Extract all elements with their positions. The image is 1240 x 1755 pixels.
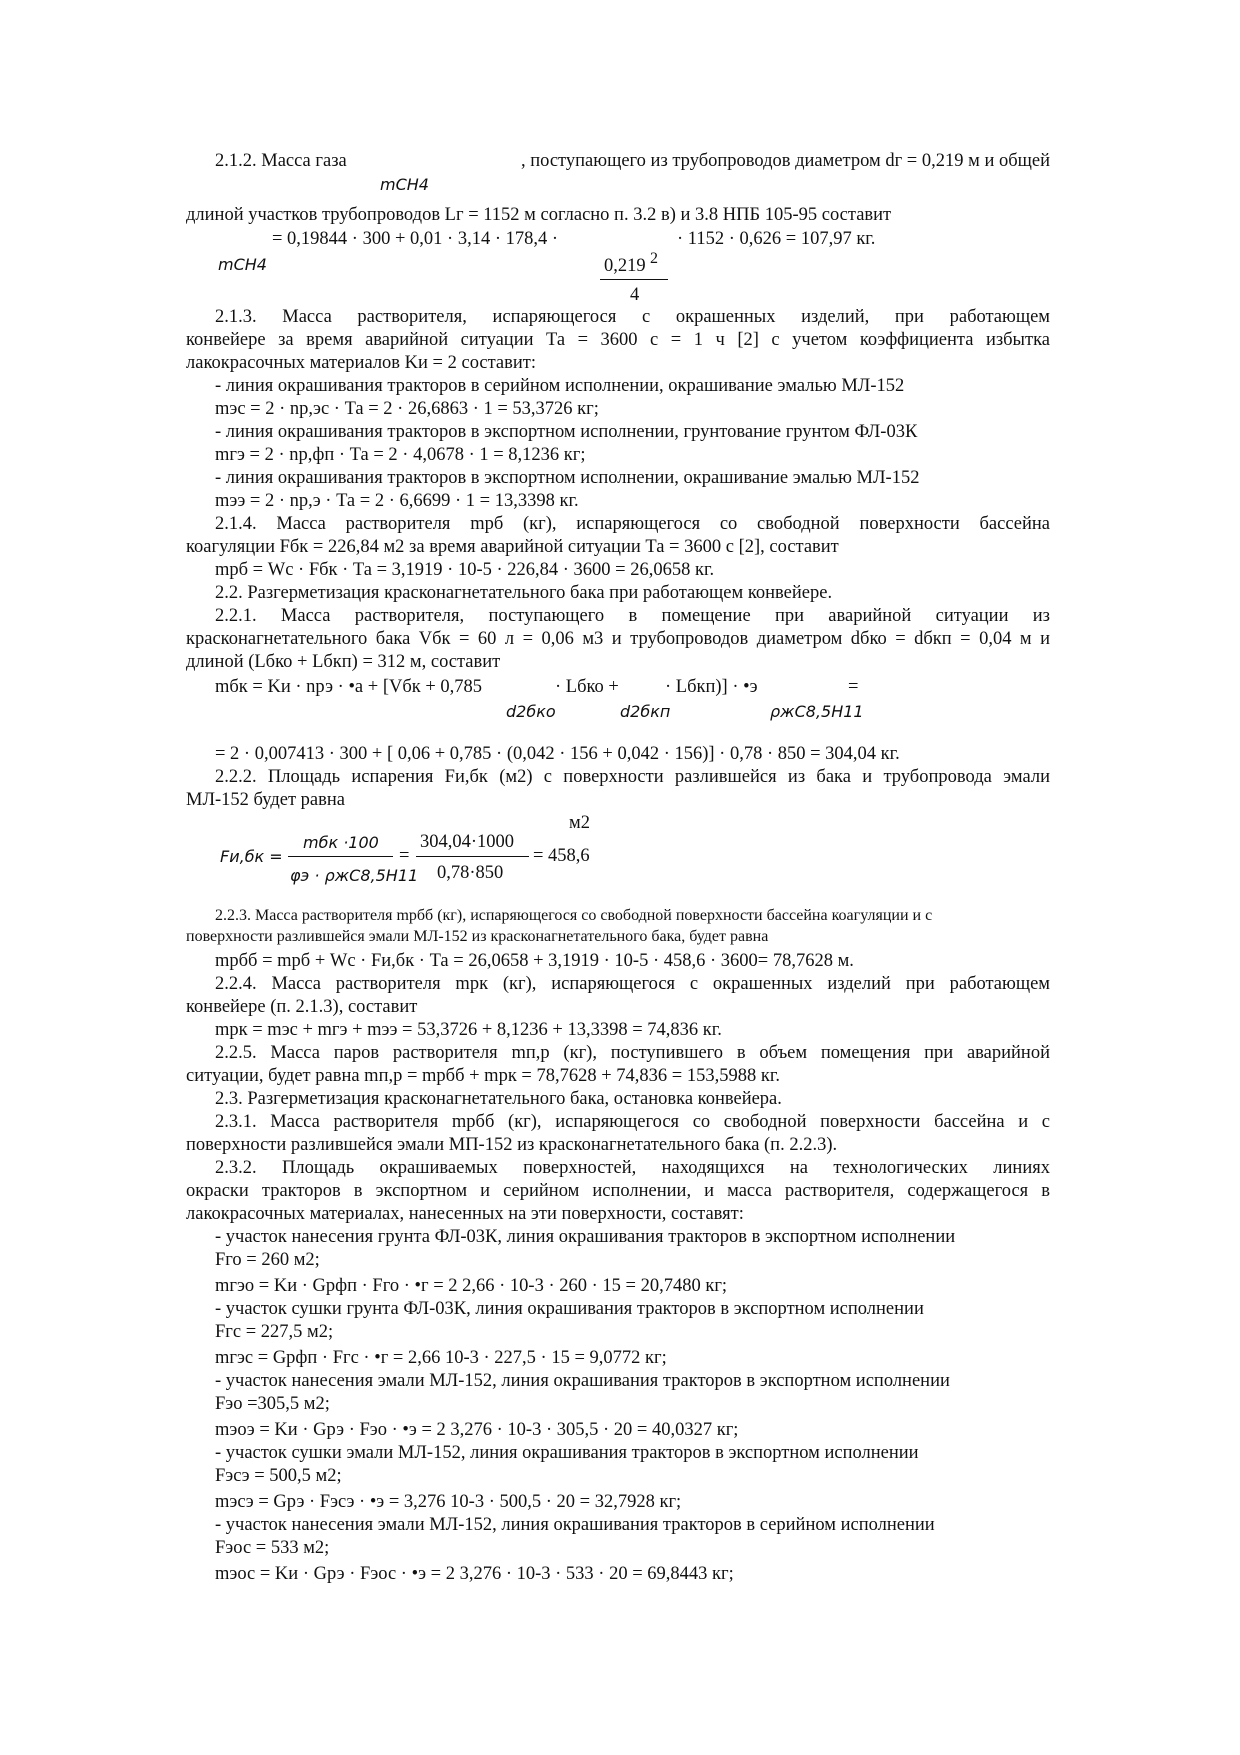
p212-line2: длиной участков трубопроводов Lг = 1152 м согласно п. 3.2 в) и 3.8 НПБ 105-95 составит: [186, 205, 892, 225]
p231-line1: 2.3.1. Масса растворителя mрбб (кг), испаряющегося со свободной поверхности бассейна и с: [215, 1112, 1050, 1132]
item-primer-application-area: Fго = 260 м2;: [215, 1250, 320, 1270]
p221-line1: 2.2.1. Масса растворителя, поступающего в помещение при аварийной ситуации из: [215, 606, 1050, 626]
item-enamel-drying-export-area: Fэсэ = 500,5 м2;: [215, 1466, 342, 1486]
calc-m-rb: mрб = Wс · Fбк · Та = 3,1919 · 10-5 · 226,84 · 3600 = 26,0658 кг.: [215, 560, 715, 580]
p212-start: 2.1.2. Масса газа: [215, 151, 347, 171]
formula2-part2: · Lбко +: [555, 677, 619, 697]
formula2-part3: · Lбкп)] · •э: [665, 677, 758, 697]
p213-line2: конвейере за время аварийной ситуации Та = 3600 с = 1 ч [2] с учетом коэффициента избытка: [186, 330, 1050, 350]
p232-line3: лакокрасочных материалах, нанесенных на эти поверхности, составят:: [186, 1204, 744, 1224]
formula2-part1: mбк = Kи · nрэ · •а + [Vбк + 0,785: [215, 677, 483, 697]
calc-m-ee: mээ = 2 · nр,э · Та = 2 · 6,6699 · 1 = 13,3398 кг.: [215, 491, 579, 511]
item-enamel-application-serial: - участок нанесения эмали МЛ-152, линия окрашивания тракторов в серийном исполнении: [215, 1515, 935, 1535]
p214-line2: коагуляции Fбк = 226,84 м2 за время аварийной ситуации Та = 3600 с [2], составит: [186, 537, 839, 557]
formula2-result: = 2 · 0,007413 · 300 + [ 0,06 + 0,785 · (0,042 · 156 + 0,042 · 156)] · 0,78 · 850 = 304,04 кг.: [215, 744, 900, 764]
item-enamel-application-export-area: Fэо =305,5 м2;: [215, 1394, 330, 1414]
formula3-numerator2: 304,04·1000: [420, 832, 515, 852]
item-enamel-application-export: - участок нанесения эмали МЛ-152, линия окрашивания тракторов в экспортном исполнении: [215, 1371, 950, 1391]
p231-line2: поверхности разлившейся эмали МП-152 из красконагнетательного бака (п. 2.2.3).: [186, 1135, 838, 1155]
formula1-right: · 1152 · 0,626 = 107,97 кг.: [677, 229, 876, 249]
calc-m-es: mэс = 2 · nр,эс · Та = 2 · 26,6863 · 1 = 53,3726 кг;: [215, 399, 599, 419]
calc-m-geo: mгэо = Kи · Gрфп · Fго · •г = 2 2,66 · 10-3 · 260 · 15 = 20,7480 кг;: [215, 1276, 728, 1296]
calc-m-ese: mэсэ = Gрэ · Fэсэ · •э = 3,276 10-3 · 500,5 · 20 = 32,7928 кг;: [215, 1492, 682, 1512]
p221-line2: красконагнетательного бака Vбк = 60 л = 0,06 м3 и трубопроводов диаметром dбко = dбкп = 0,04 м и: [186, 629, 1050, 649]
formula3-bar1: [288, 856, 393, 857]
calc-m-rk: mрк = mэс + mгэ + mээ = 53,3726 + 8,1236 + 13,3398 = 74,836 кг.: [215, 1020, 722, 1040]
item-enamel-application-serial-area: Fэос = 533 м2;: [215, 1538, 330, 1558]
calc-m-rbb: mрбб = mрб + Wс · Fи,бк · Та = 26,0658 + 3,1919 · 10-5 · 458,6 · 3600= 78,7628 м.: [215, 951, 854, 971]
formula1-numerator: 0,219: [604, 256, 646, 276]
formula1-left: = 0,19844 · 300 + 0,01 · 3,14 · 178,4 ·: [272, 229, 559, 249]
section-2-2-heading: 2.2. Разгерметизация красконагнетательного бака при работающем конвейере.: [215, 583, 833, 603]
formula3-denominator1: φэ · ρжС8,5Н11: [290, 866, 419, 885]
formula1-exponent: 2: [650, 250, 658, 267]
formula1-denominator: 4: [630, 285, 640, 305]
item-primer-drying-area: Fгс = 227,5 м2;: [215, 1322, 334, 1342]
formula3-equals: =: [399, 846, 410, 866]
p214-line1: 2.1.4. Масса растворителя mрб (кг), испаряющегося со свободной поверхности бассейна: [215, 514, 1050, 534]
p212-continuation: , поступающего из трубопроводов диаметром dг = 0,219 м и общей: [520, 151, 1050, 171]
p213-line1: 2.1.3. Масса растворителя, испаряющегося с окрашенных изделий, при работающем: [215, 307, 1050, 327]
formula2-d-bkp: d2бкп: [620, 702, 671, 721]
p224-line2: конвейере (п. 2.1.3), составит: [186, 997, 418, 1017]
item-primer-application: - участок нанесения грунта ФЛ-03К, линия окрашивания тракторов в экспортном исполнении: [215, 1227, 956, 1247]
formula2-equals: =: [848, 677, 859, 697]
p222-line2: МЛ-152 будет равна: [186, 790, 345, 810]
p225-line2: ситуации, будет равна mп,р = mрбб + mрк = 78,7628 + 74,836 = 153,5988 кг.: [186, 1066, 780, 1086]
section-2-3-heading: 2.3. Разгерметизация красконагнетательного бака, остановка конвейера.: [215, 1089, 782, 1109]
unit-m2: м2: [569, 813, 590, 833]
formula3-result: = 458,6: [533, 846, 590, 866]
line-export-primer: - линия окрашивания тракторов в экспортном исполнении, грунтование грунтом ФЛ-03К: [215, 422, 918, 442]
calc-m-ges: mгэс = Gрфп · Fгс · •г = 2,66 10-3 · 227,5 · 15 = 9,0772 кг;: [215, 1348, 667, 1368]
p221-line3: длиной (Lбко + Lбкп) = 312 м, составит: [186, 652, 501, 672]
p222-line1: 2.2.2. Площадь испарения Fи,бк (м2) с поверхности разлившейся из бака и трубопровода эмали: [215, 767, 1050, 787]
p225-line1: 2.2.5. Масса паров растворителя mп,р (кг), поступившего в объем помещения при аварийной: [215, 1043, 1050, 1063]
calc-m-ge: mгэ = 2 · nр,фп · Та = 2 · 4,0678 · 1 = 8,1236 кг;: [215, 445, 586, 465]
line-export-enamel: - линия окрашивания тракторов в экспортном исполнении, окрашивание эмалью МЛ-152: [215, 468, 920, 488]
formula2-d-bko: d2бко: [506, 702, 556, 721]
m-ch4-symbol: mCH4: [380, 175, 429, 194]
p232-line1: 2.3.2. Площадь окрашиваемых поверхностей, находящихся на технологических линиях: [215, 1158, 1050, 1178]
p223-line1: 2.2.3. Масса растворителя mрбб (кг), испаряющегося со свободной поверхности бассейна коагуляции и с: [215, 907, 933, 924]
calc-m-eos: mэос = Kи · Gрэ · Fэос · •э = 2 3,276 · 10-3 · 533 · 20 = 69,8443 кг;: [215, 1564, 734, 1584]
formula1-fraction-bar: [600, 279, 668, 280]
formula3-numerator1: mбк ·100: [303, 833, 379, 852]
calc-m-eoe: mэоэ = Kи · Gрэ · Fэо · •э = 2 3,276 · 10-3 · 305,5 · 20 = 40,0327 кг;: [215, 1420, 739, 1440]
line-serial-enamel: - линия окрашивания тракторов в серийном исполнении, окрашивание эмалью МЛ-152: [215, 376, 905, 396]
formula3-lhs: Fи,бк =: [220, 847, 283, 866]
p232-line2: окраски тракторов в экспортном и серийном исполнении, и масса растворителя, содержащегося в: [186, 1181, 1050, 1201]
p223-line2: поверхности разлившейся эмали МЛ-152 из красконагнетательного бака, будет равна: [186, 928, 769, 945]
item-enamel-drying-export: - участок сушки эмали МЛ-152, линия окрашивания тракторов в экспортном исполнении: [215, 1443, 919, 1463]
formula2-rho: ρжС8,5Н11: [770, 702, 864, 721]
p213-line3: лакокрасочных материалов Kи = 2 составит:: [186, 353, 536, 373]
formula3-denominator2: 0,78·850: [437, 863, 504, 883]
item-primer-drying: - участок сушки грунта ФЛ-03К, линия окрашивания тракторов в экспортном исполнении: [215, 1299, 924, 1319]
p224-line1: 2.2.4. Масса растворителя mрк (кг), испаряющегося с окрашенных изделий при работающем: [215, 974, 1050, 994]
formula1-m-ch4: mCH4: [218, 255, 267, 274]
formula3-bar2: [416, 856, 529, 857]
